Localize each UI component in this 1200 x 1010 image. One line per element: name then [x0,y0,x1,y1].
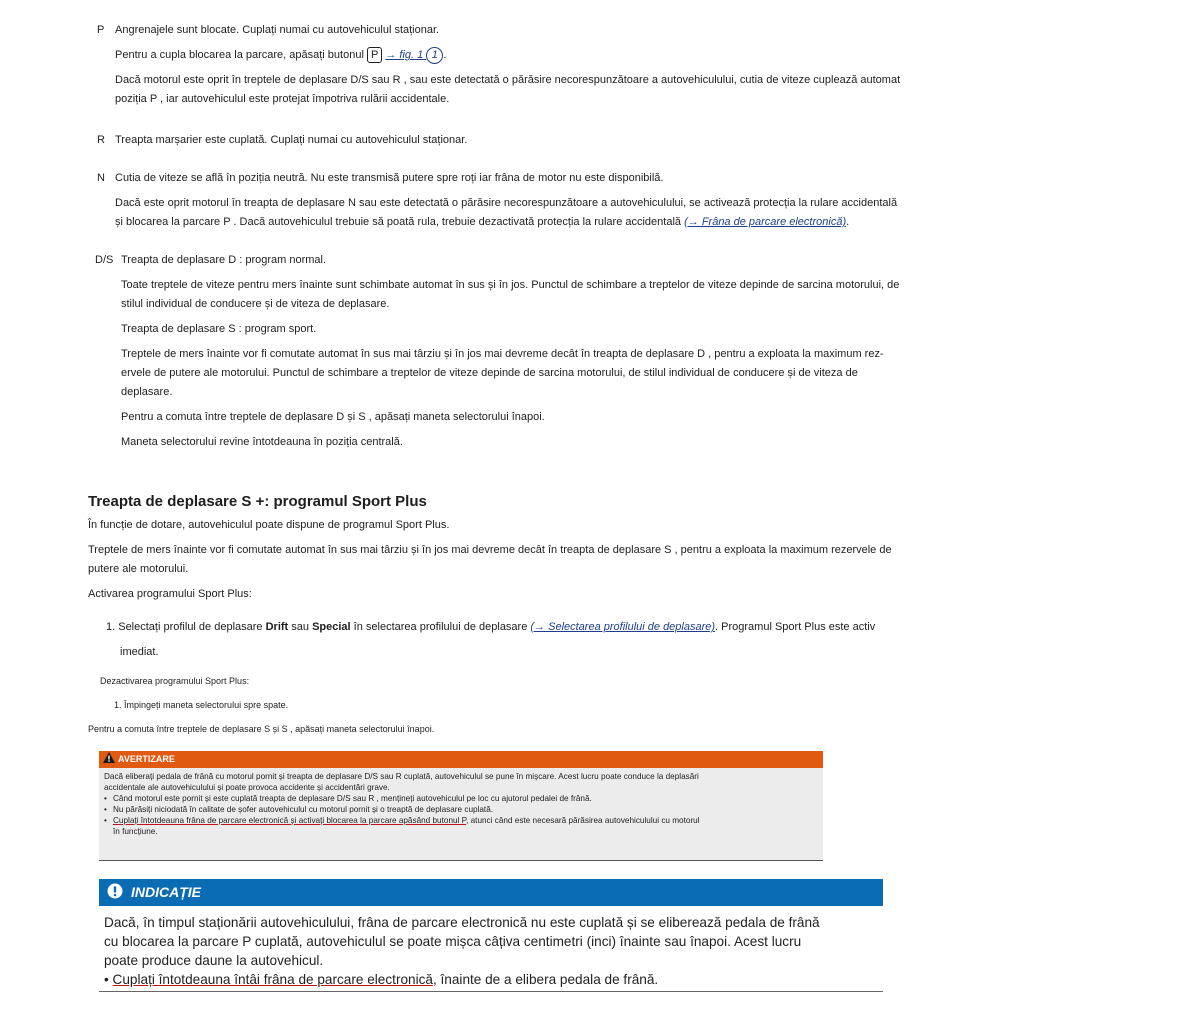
warning-header [99,751,823,768]
sport-plus-section [88,492,988,736]
driving-profile-link[interactable]: (→ Selectarea profilului de deplasare) [530,621,716,633]
ds-line-5: ervele de putere ale motorului. Punctul de schimbare a treptelor de viteze depinde de sarcina motorului, de stilul individual de conducere și de viteza de [121,367,858,379]
note-line1: Dacă, în timpul staționării autovehiculului, frâna de parcare electronică nu este cuplată și se eliberează pedala de frână [104,915,820,930]
fig-1-link[interactable]: → fig. 1 1 [385,49,443,61]
warning-box [99,751,823,861]
ds-line-2: stilul individual de conducere și de viteza de deplasare. [121,298,390,310]
ds-line-8: Maneta selectorului revine întotdeauna în poziția centrală. [121,436,403,448]
note-line3: poate produce daune la autovehicul. [104,953,324,968]
warning-line1: Dacă eliberați pedala de frână cu motorul pornit și treapta de deplasare D/S sau R cuplată, autovehiculul se pune în mișcare. Acest lucru poate conduce la deplasări [104,772,699,781]
gear-r-text: Treapta marșarier este cuplată. Cuplați numai cu autovehiculul staționar. [115,134,468,146]
ds-line-3: Treapta de deplasare S : program sport. [121,323,317,335]
warning-line2: accidentale ale autovehiculului și poate provoca accidente și accidentări grave. [104,783,390,792]
note-line2: cu blocarea la parcare P cuplată, autovehiculul se poate mișca câțiva centimetri (inci) înainte sau înapoi. Acest lucru [104,934,802,949]
warning-bullet-2: • Nu părăsiți niciodată în calitate de șofer autovehiculul cu motorul pornit și o treaptă de deplasare cuplată. [104,804,817,815]
callout-1-icon: 1 [426,47,443,64]
gear-n-line1: Cutia de viteze se află în poziția neutră. Nu este transmisă putere spre roți iar frâna de motor nu este disponibilă. [115,172,664,184]
gear-n-line2: Dacă este oprit motorul în treapta de deplasare N sau este detectată o părăsire necorespunzătoare a autovehiculului, se activează protecția la rulare accidentală [115,197,898,209]
switch-s-text: Pentru a comuta între treptele de deplasare S și S , apăsați maneta selectorului înapoi. [88,724,435,734]
parking-brake-link[interactable]: (→ Frâna de parcare electronică) [684,216,847,228]
warning-triangle-icon [103,752,115,763]
note-header [99,879,883,906]
section-p2b: putere ale motorului. [88,563,189,575]
warning-title: AVERTIZARE [118,754,175,764]
note-bullet: • Cuplați întotdeauna întâi frâna de parcare electronică, înainte de a elibera pedala de frână. [104,972,659,987]
section-p1: În funcție de dotare, autovehiculul poate dispune de programul Sport Plus. [88,519,450,531]
ds-line-0: Treapta de deplasare D : program normal. [121,254,327,266]
section-p2a: Treptele de mers înainte vor fi comutate automat în sus mai târziu și în jos mai devreme decât în treapta de deplasare S , pentru a exploata la maximum rezervele de [88,544,892,556]
gear-letter-p: P [97,24,105,36]
warning-bullet-3: • Cuplați întotdeauna frâna de parcare electronică și activați blocarea la parcare apăsând butonul P, atunci când este necesară părăsirea autovehiculului cu motorul [104,815,817,826]
deactivation-step-1: 1. Împingeți maneta selectorului spre spate. [114,700,289,710]
activation-step-1-cont: imediat. [120,646,159,658]
gear-p-line4: poziția P , iar autovehiculul este protejat împotriva rulării accidentale. [115,93,450,105]
note-title: INDICAȚIE [131,884,201,900]
gear-n-line3: și blocarea la parcare P . Dacă autovehiculul trebuie să poată rula, trebuie dezactivată protecția la rulare accidentală (→ Frâna de parcare electronică). [115,216,850,228]
p-button-symbol: P [367,47,382,63]
note-box [99,879,883,992]
gear-letter-ds: D/S [95,254,114,266]
ds-line-1: Toate treptele de viteze pentru mers înainte sunt schimbate automat în sus și în jos. Punctul de schimbare a treptelor de viteze depinde de sarcina motorului, de [121,279,900,291]
exclamation-circle-icon [107,883,123,899]
gear-p-line2: Pentru a cupla blocarea la parcare, apăsați butonul P → fig. 1 1 . [115,46,990,65]
gear-letter-r: R [97,134,105,146]
warning-bullet-1: • Când motorul este pornit și este cuplată treapta de deplasare D/S sau R , mențineți autovehiculul pe loc cu ajutorul pedalei de frână. [104,793,817,804]
gear-p-line3: Dacă motorul este oprit în treptele de deplasare D/S sau R , sau este detectată o părăsire necorespunzătoare a autovehiculului, cutia de viteze cuplează automat [115,74,901,86]
gear-p-line1: Angrenajele sunt blocate. Cuplați numai cu autovehiculul staționar. [115,24,440,36]
section-p3: Activarea programului Sport Plus: [88,588,252,600]
ds-line-7: Pentru a comuta între treptele de deplasare D și S , apăsați maneta selectorului înapoi. [121,411,545,423]
ds-line-4: Treptele de mers înainte vor fi comutate automat în sus mai târziu și în jos mai devreme decât în treapta de deplasare D , pentru a exploata la maximum rez- [121,348,884,360]
warning-bullet-3-cont: în funcțiune. [113,827,158,836]
gear-letter-n: N [97,172,105,184]
ds-line-6: deplasare. [121,386,173,398]
deactivation-label: Dezactivarea programului Sport Plus: [100,676,250,686]
section-title: Treapta de deplasare S +: programul Sport Plus [88,493,427,510]
activation-step-1: 1. Selectați profilul de deplasare Drift sau Special în selectarea profilului de deplasare (→ Selectarea profilului de deplasare). Programul Sport Plus este activ [106,621,876,633]
